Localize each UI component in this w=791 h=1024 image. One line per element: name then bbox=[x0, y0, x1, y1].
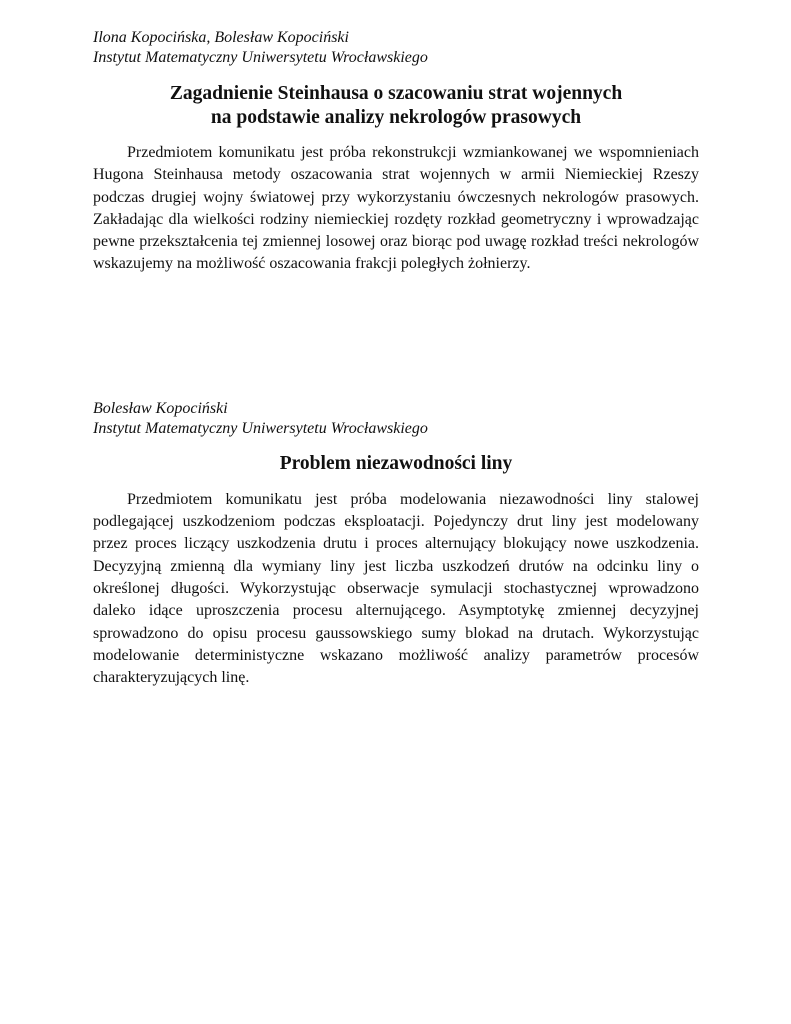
article-steinhaus bbox=[93, 28, 699, 276]
page bbox=[93, 28, 699, 689]
article-title-line: Zagadnienie Steinhausa o szacowaniu strat wojennych bbox=[169, 83, 623, 104]
article-rope-reliability bbox=[93, 399, 699, 690]
article-abstract: Przedmiotem komunikatu jest próba modelowania niezawodności liny stalowej podlegającej uszkodzeniom podczas eksploatacji. Pojedynczy drut liny jest modelowany przez proces liczący uszkodzenia drutu i proces alternujący blokujący nowe uszkodzenia. Decyzyjną zmienną dla wymiany liny jest liczba uszkodzeń drutów na odcinku liny o określonej długości. Wykorzystując obserwacje symulacji stochastycznej wprowadzono daleko idące uproszczenia procesu alternującego. Asymptotykę zmiennej decyzyjnej sprowadzono do opisu procesu gaussowskiego sumy blokad na drutach. Wykorzystując modelowanie deterministyczne wskazano możliwość analizy parametrów procesów charakteryzujących linę. bbox=[93, 490, 699, 687]
article-abstract: Przedmiotem komunikatu jest próba rekonstrukcji wzmiankowanej we wspomnieniach Hugona Steinhausa metody oszacowania strat wojennych w armii Niemieckiej Rzeszy podczas drugiej wojny światowej przy wykorzystaniu ówczesnych nekrologów prasowych. Zakładając dla wielkości rodziny niemieckiej rozdęty rozkład geometryczny i wprowadzając pewne przekształcenia tej zmiennej losowej oraz biorąc pod uwagę rozkład treści nekrologów wskazujemy na możliwość oszacowania frakcji poległych żołnierzy. bbox=[93, 144, 699, 273]
article-title-line: na podstawie analizy nekrologów prasowych bbox=[210, 107, 582, 128]
article-authors: Ilona Kopocińska, Bolesław Kopociński bbox=[93, 29, 349, 46]
article-title bbox=[93, 82, 699, 130]
article-authors: Bolesław Kopociński bbox=[93, 399, 228, 417]
article-institute: Instytut Matematyczny Uniwersytetu Wrocławskiego bbox=[93, 49, 428, 66]
article-title: Problem niezawodności liny bbox=[279, 452, 513, 474]
article-institute: Instytut Matematyczny Uniwersytetu Wrocławskiego bbox=[93, 419, 428, 437]
